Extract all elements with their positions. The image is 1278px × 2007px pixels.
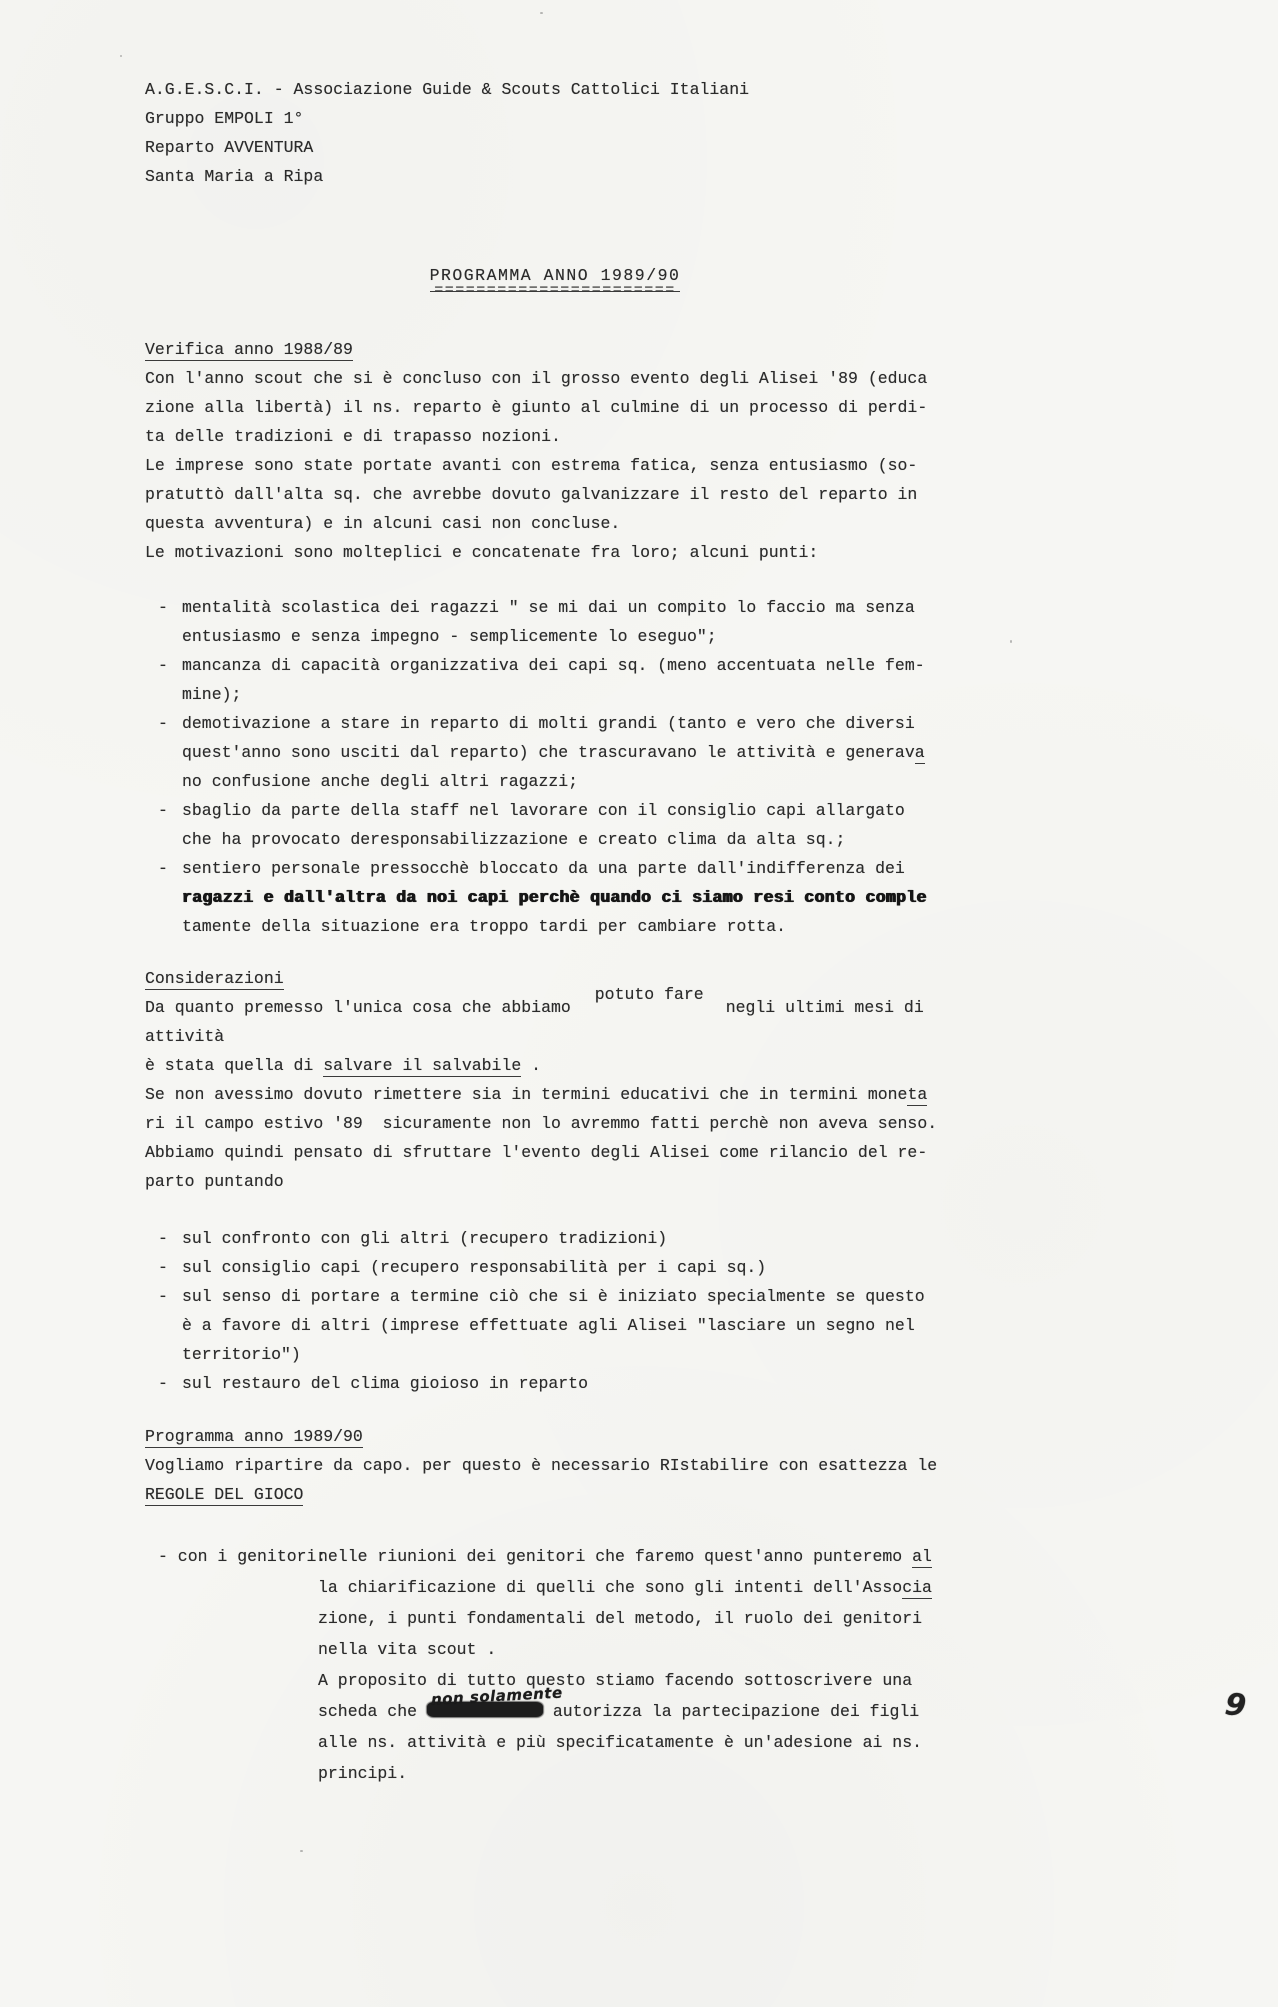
paragraph <box>145 364 965 567</box>
text-line: ta delle tradizioni e di trapasso nozioni. <box>145 427 561 446</box>
header-line: A.G.E.S.C.I. - Associazione Guide & Scouts Cattolici Italiani <box>145 80 749 99</box>
header-line: Reparto AVVENTURA <box>145 138 314 157</box>
text-line: principi. <box>318 1764 408 1783</box>
underlined-text: salvare il salvabile <box>323 1056 522 1075</box>
bullet-dash: - <box>158 1258 168 1277</box>
text-line: scheda che non solamente autorizza la partecipazione dei figli <box>318 1696 965 1727</box>
bullet-item <box>145 1253 965 1282</box>
document-content <box>145 75 965 1789</box>
section-heading <box>145 335 965 364</box>
text-line: questa avventura) e in alcuni casi non concluse. <box>145 514 621 533</box>
bullet-item <box>145 651 965 709</box>
scan-artifact <box>540 12 543 14</box>
paragraph <box>145 1451 965 1509</box>
text-line: zione, i punti fondamentali del metodo, il ruolo dei genitori <box>318 1609 922 1628</box>
text-line: la chiarificazione di quelli che sono gli intenti dell'Associa <box>318 1578 932 1597</box>
bullet-dash: - <box>158 1287 168 1306</box>
text-line: parto puntando <box>145 1172 284 1191</box>
text-line: mentalità scolastica dei ragazzi " se mi dai un compito lo faccio ma senza <box>182 598 915 617</box>
document-header <box>145 75 965 191</box>
underlined-text: al <box>912 1547 932 1566</box>
text-line: mancanza di capacità organizzativa dei capi sq. (meno accentuata nelle fem- <box>182 656 925 675</box>
bullet-list <box>145 593 965 941</box>
bullet-item <box>145 1369 965 1398</box>
text-line: no confusione anche degli altri ragazzi; <box>182 772 579 791</box>
section-heading <box>145 1422 965 1451</box>
text-line: Vogliamo ripartire da capo. per questo è necessario RIstabilire con esattezza le <box>145 1456 938 1475</box>
overstruck-text: ragazzi e dall'altra da noi capi perchè quando ci siamo resi conto comple <box>182 888 927 907</box>
text-line: sentiero personale pressocchè bloccato da una parte dall'indifferenza dei <box>182 859 905 878</box>
text-line: Con l'anno scout che si è concluso con il grosso evento degli Alisei '89 (educa <box>145 369 928 388</box>
bullet-dash: - <box>158 656 168 675</box>
text-line: che ha provocato deresponsabilizzazione e creato clima da alta sq.; <box>182 830 846 849</box>
text-line: pratuttò dall'alta sq. che avrebbe dovuto galvanizzare il resto del reparto in <box>145 485 918 504</box>
hanging-indent-item <box>145 1541 965 1789</box>
text-line: Se non avessimo dovuto rimettere sia in termini educativi che in termini moneta <box>145 1085 928 1104</box>
bullet-dash: - <box>158 859 168 878</box>
bullet-dash: - <box>158 801 168 820</box>
document-title <box>145 261 965 299</box>
header-line: Santa Maria a Ripa <box>145 167 324 186</box>
bullet-dash: - <box>158 598 168 617</box>
underlined-text: cia <box>902 1578 932 1597</box>
underlined-text: REGOLE DEL GIOCO <box>145 1485 304 1504</box>
page-title: PROGRAMMA ANNO 1989/90 <box>430 261 681 292</box>
inserted-correction: potuto fare <box>594 985 704 1004</box>
text-line <box>145 1480 965 1509</box>
text-line: tamente della situazione era troppo tardi per cambiare rotta. <box>182 917 786 936</box>
text-line: nella vita scout . <box>318 1640 497 1659</box>
bullet-item <box>145 593 965 651</box>
text-line: sul confronto con gli altri (recupero tradizioni) <box>182 1229 668 1248</box>
text-line: Abbiamo quindi pensato di sfruttare l'evento degli Alisei come rilancio del re- <box>145 1143 928 1162</box>
bullet-item <box>145 1224 965 1253</box>
bullet-list <box>145 1224 965 1398</box>
text-line: entusiasmo e senza impegno - semplicemente lo eseguo"; <box>182 627 717 646</box>
document-body <box>145 335 965 1789</box>
text-line: sul senso di portare a termine ciò che si è iniziato specialmente se questo <box>182 1287 925 1306</box>
bullet-item <box>145 854 965 941</box>
text-line: sbaglio da parte della staff nel lavorare con il consiglio capi allargato <box>182 801 905 820</box>
section-heading-text: Considerazioni <box>145 969 284 988</box>
section-heading <box>145 964 965 993</box>
bullet-item <box>145 709 965 796</box>
text-line: Da quanto premesso l'unica cosa che abbiamopotuto farenegli ultimi mesi di attività <box>145 993 965 1051</box>
text-line: mine); <box>182 685 242 704</box>
text-line: è stata quella di salvare il salvabile . <box>145 1056 542 1075</box>
text-line: territorio") <box>182 1345 301 1364</box>
text-line: ri il campo estivo '89 sicuramente non lo avremmo fatti perchè non aveva senso. <box>145 1114 938 1133</box>
text-line: zione alla libertà) il ns. reparto è giunto al culmine di un processo di perdi- <box>145 398 928 417</box>
scan-artifact <box>300 1850 303 1852</box>
text-line: nelle riunioni dei genitori che faremo quest'anno punteremo al <box>318 1547 932 1566</box>
scan-artifact <box>1010 640 1012 643</box>
bullet-dash: - <box>158 714 168 733</box>
text-line: sul consiglio capi (recupero responsabilità per i capi sq.) <box>182 1258 767 1277</box>
text-line: Le imprese sono state portate avanti con estrema fatica, senza entusiasmo (so- <box>145 456 918 475</box>
title-underline-rule: ======================= <box>434 282 676 299</box>
scan-artifact <box>120 55 122 57</box>
text-line: è a favore di altri (imprese effettuate agli Alisei "lasciare un segno nel <box>182 1316 915 1335</box>
underlined-text: a <box>914 743 925 762</box>
bullet-item <box>145 796 965 854</box>
bullet-dash: - <box>158 1374 168 1393</box>
header-line: Gruppo EMPOLI 1° <box>145 109 304 128</box>
text-line: quest'anno sono usciti dal reparto) che trascuravano le attività e generava <box>182 743 925 762</box>
text-line: alle ns. attività e più specificatamente è un'adesione ai ns. <box>318 1733 922 1752</box>
section-heading-text: Verifica anno 1988/89 <box>145 340 353 359</box>
paragraph <box>145 985 965 1196</box>
text-line: Le motivazioni sono molteplici e concatenate fra loro; alcuni punti: <box>145 543 819 562</box>
section-heading-text: Programma anno 1989/90 <box>145 1427 363 1446</box>
text-line: demotivazione a stare in reparto di molti grandi (tanto e vero che diversi <box>182 714 915 733</box>
bullet-item <box>145 1282 965 1369</box>
underlined-text: ta <box>907 1085 928 1104</box>
redaction-mark <box>427 1683 563 1717</box>
text-line: sul restauro del clima gioioso in reparto <box>182 1374 588 1393</box>
text-line: A proposito di tutto questo stiamo facendo sottoscrivere una <box>318 1671 913 1690</box>
hanging-indent-label: - con i genitori: <box>158 1547 327 1566</box>
bullet-dash: - <box>158 1229 168 1248</box>
handwritten-note: non solamente <box>430 1683 563 1709</box>
page-number: 9 <box>1223 1687 1248 1724</box>
text-line <box>182 883 965 912</box>
